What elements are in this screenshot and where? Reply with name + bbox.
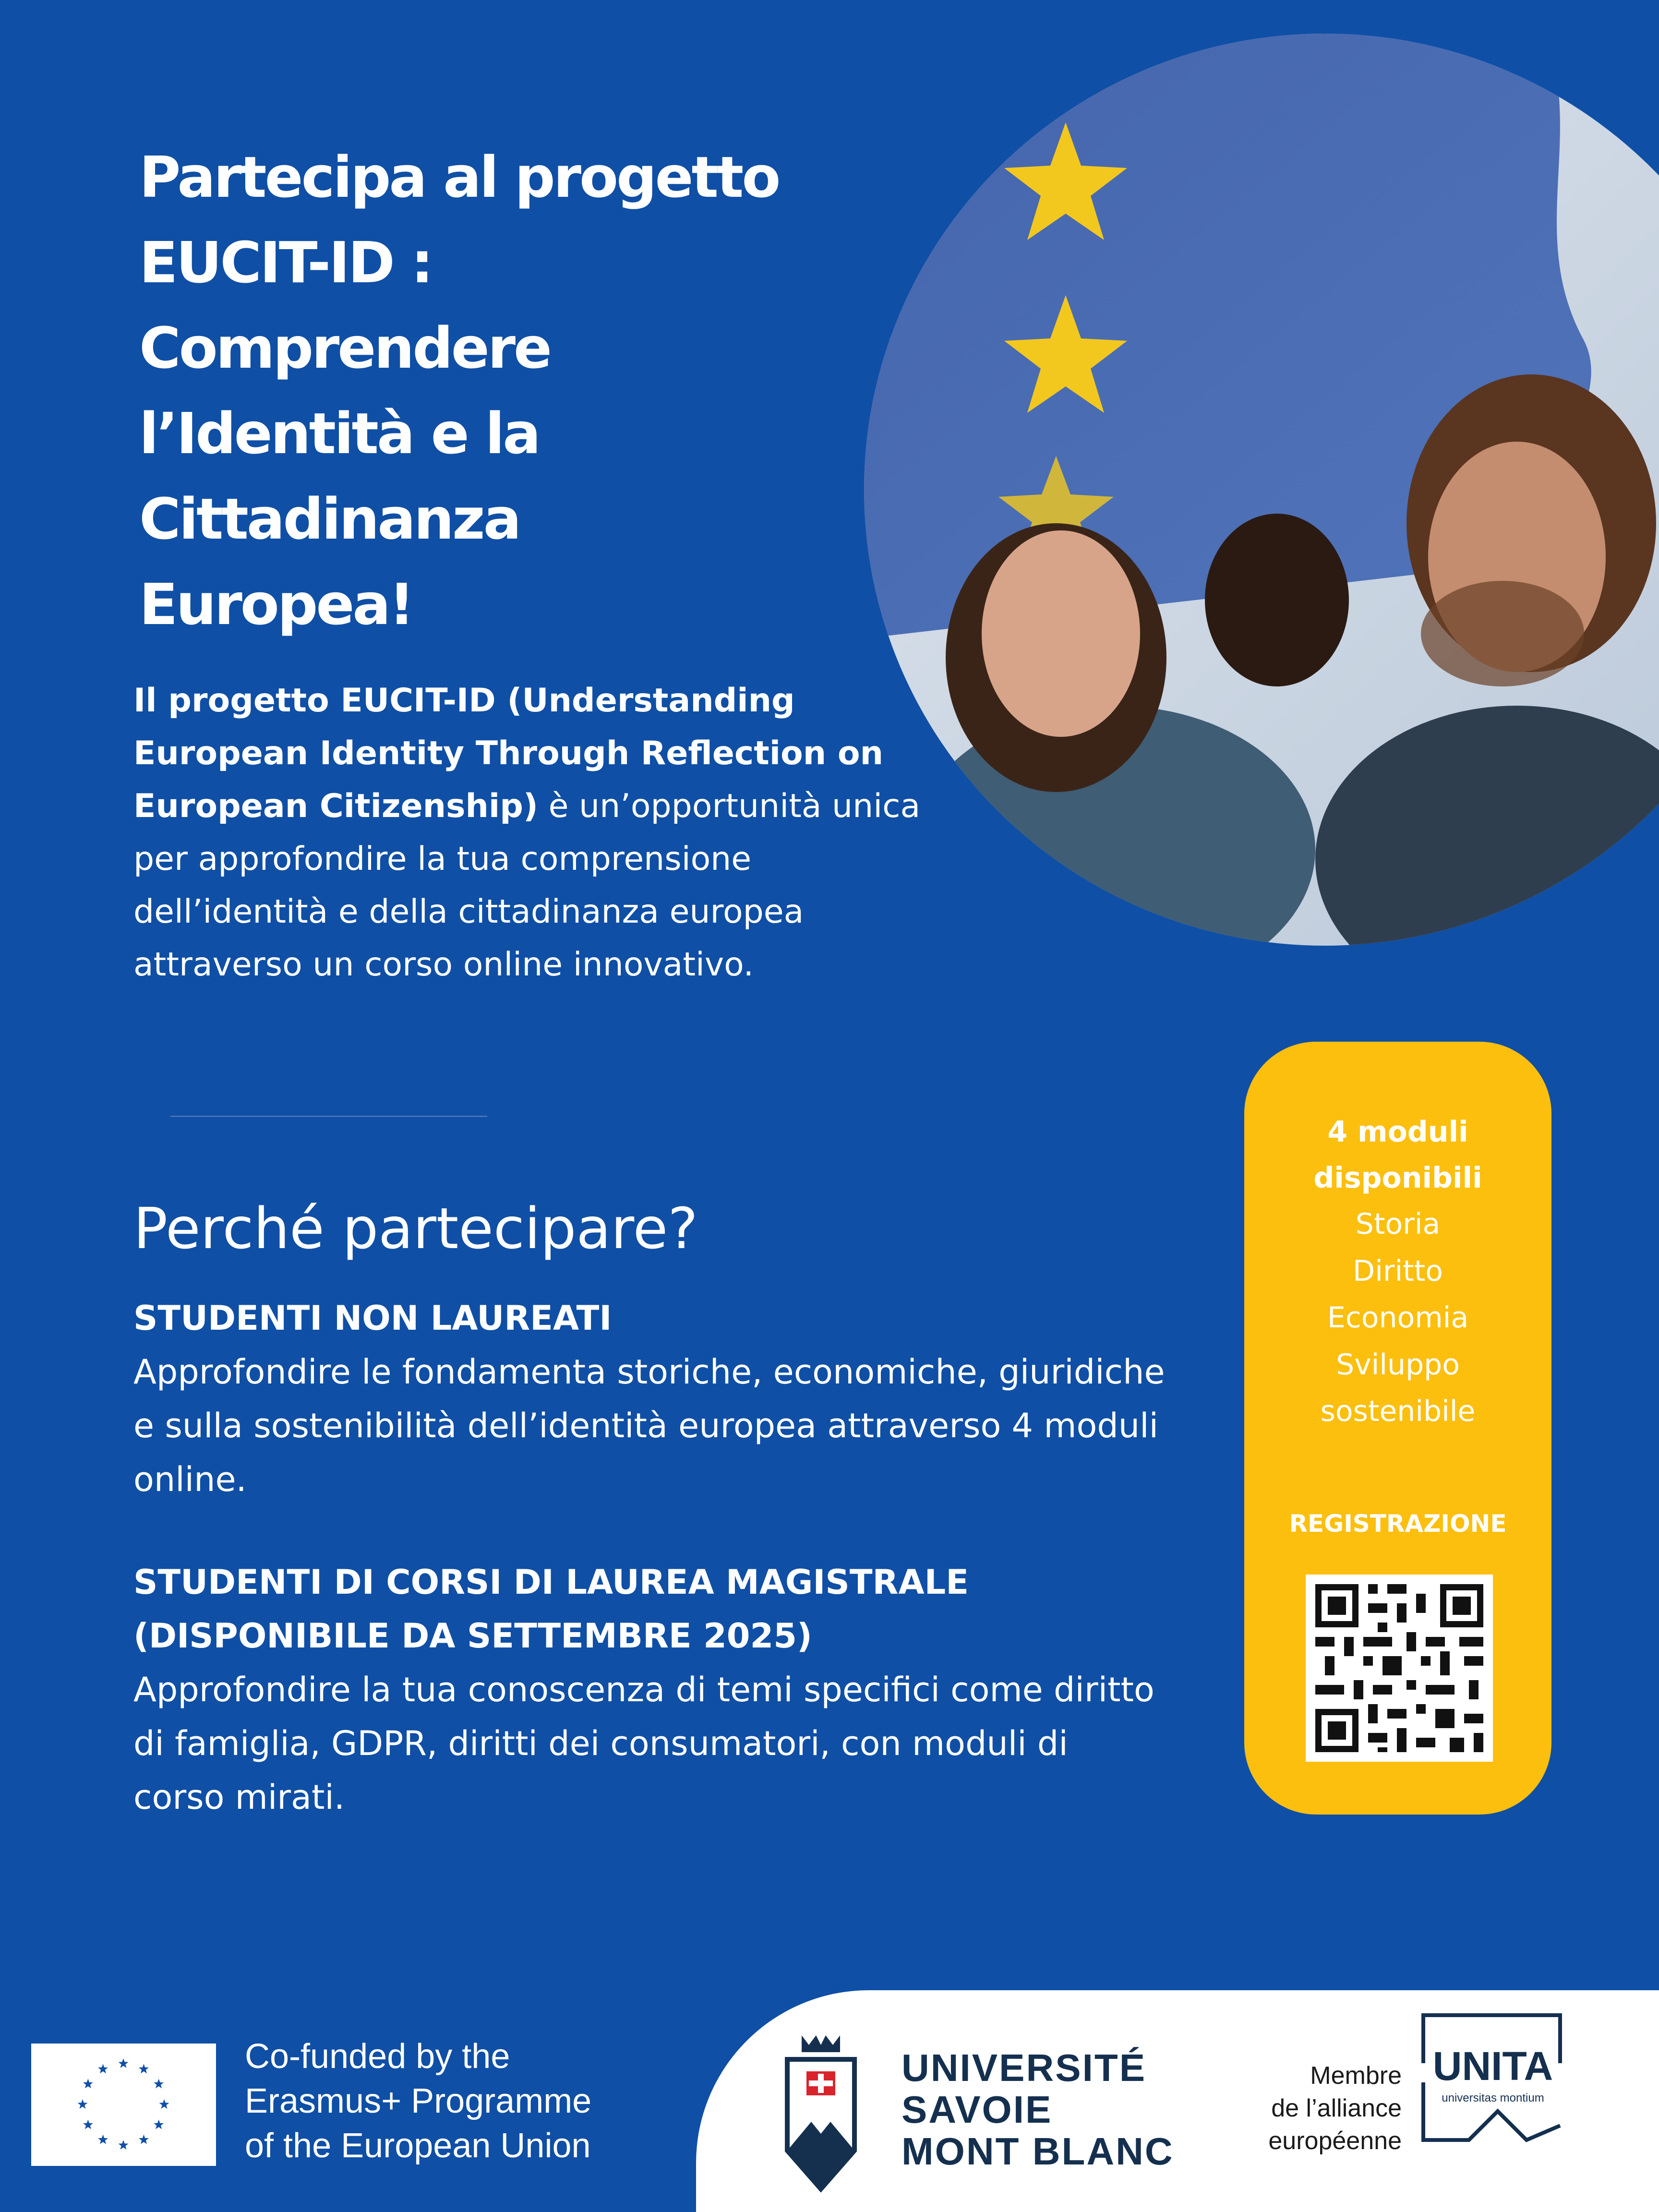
group-heading: STUDENTI NON LAUREATI [133, 1298, 612, 1338]
cofunded-text [245, 2034, 677, 2168]
group-masters [133, 1555, 1166, 1824]
hero-photo [864, 34, 1659, 946]
title-line: Cittadinanza [139, 486, 520, 552]
title-line: Europea! [139, 571, 413, 637]
divider [170, 1116, 487, 1117]
registration-label: REGISTRAZIONE [1289, 1510, 1507, 1538]
qr-code-icon[interactable] [1306, 1575, 1493, 1762]
intro-rest: è un’opportunità unica per approfondire la tua comprensione dell’identità e della cittadinanza europea attraverso un corso online innovativo. [133, 787, 921, 984]
usmb-crest-icon [778, 2031, 864, 2194]
unita-tagline: universitas montium [1442, 2092, 1544, 2104]
module-item: Diritto [1353, 1254, 1443, 1288]
cofunded-line: Co-funded by the [245, 2037, 510, 2076]
group-body: Approfondire le fondamenta storiche, economiche, giuridiche e sulla sostenibilità dell’identità europea attraverso 4 moduli online. [133, 1352, 1165, 1499]
intro-bold: Il progetto EUCIT-ID (Understanding European Identity Through Reflection on European Citizenship) [133, 682, 883, 825]
module-item: Economia [1327, 1301, 1469, 1334]
module-item: Storia [1355, 1207, 1441, 1241]
title-line: Comprendere [139, 315, 551, 381]
module-item: Sviluppo [1336, 1347, 1460, 1382]
unita-logo-icon [1416, 2006, 1575, 2150]
modules-panel [1244, 1042, 1551, 1815]
title-line: EUCIT-ID : [139, 229, 432, 296]
cofunded-line: of the European Union [245, 2127, 591, 2165]
membre-line: européenne [1268, 2127, 1402, 2155]
membre-line: de l’alliance [1271, 2094, 1402, 2122]
university-name [902, 2047, 1174, 2172]
cofunded-line: Erasmus+ Programme [245, 2082, 592, 2120]
modules-list [1244, 1201, 1551, 1435]
alliance-membership-text [1229, 2059, 1402, 2157]
group-heading: STUDENTI DI CORSI DI LAUREA MAGISTRALE (DISPONIBILE DA SETTEMBRE 2025) [133, 1563, 969, 1656]
group-body: Approfondire la tua conoscenza di temi specifici come diritto di famiglia, GDPR, diritti dei consumatori, con moduli di corso mirati. [133, 1670, 1154, 1817]
title-line: Partecipa al progetto [139, 144, 779, 210]
university-line: SAVOIE [902, 2088, 1053, 2131]
unita-wordmark: UNITA [1432, 2044, 1553, 2089]
university-line: UNIVERSITÉ [902, 2046, 1147, 2089]
eu-flag-icon [31, 2044, 216, 2166]
group-undergraduate [133, 1291, 1166, 1506]
intro-paragraph [133, 674, 926, 991]
why-heading: Perché partecipare? [133, 1195, 698, 1262]
university-line: MONT BLANC [902, 2130, 1174, 2173]
membre-line: Membre [1310, 2062, 1402, 2090]
poster-title [139, 134, 883, 647]
modules-title: 4 moduli disponibili [1313, 1115, 1482, 1195]
module-item: sostenibile [1320, 1395, 1476, 1428]
title-line: l’Identità e la [139, 400, 539, 467]
